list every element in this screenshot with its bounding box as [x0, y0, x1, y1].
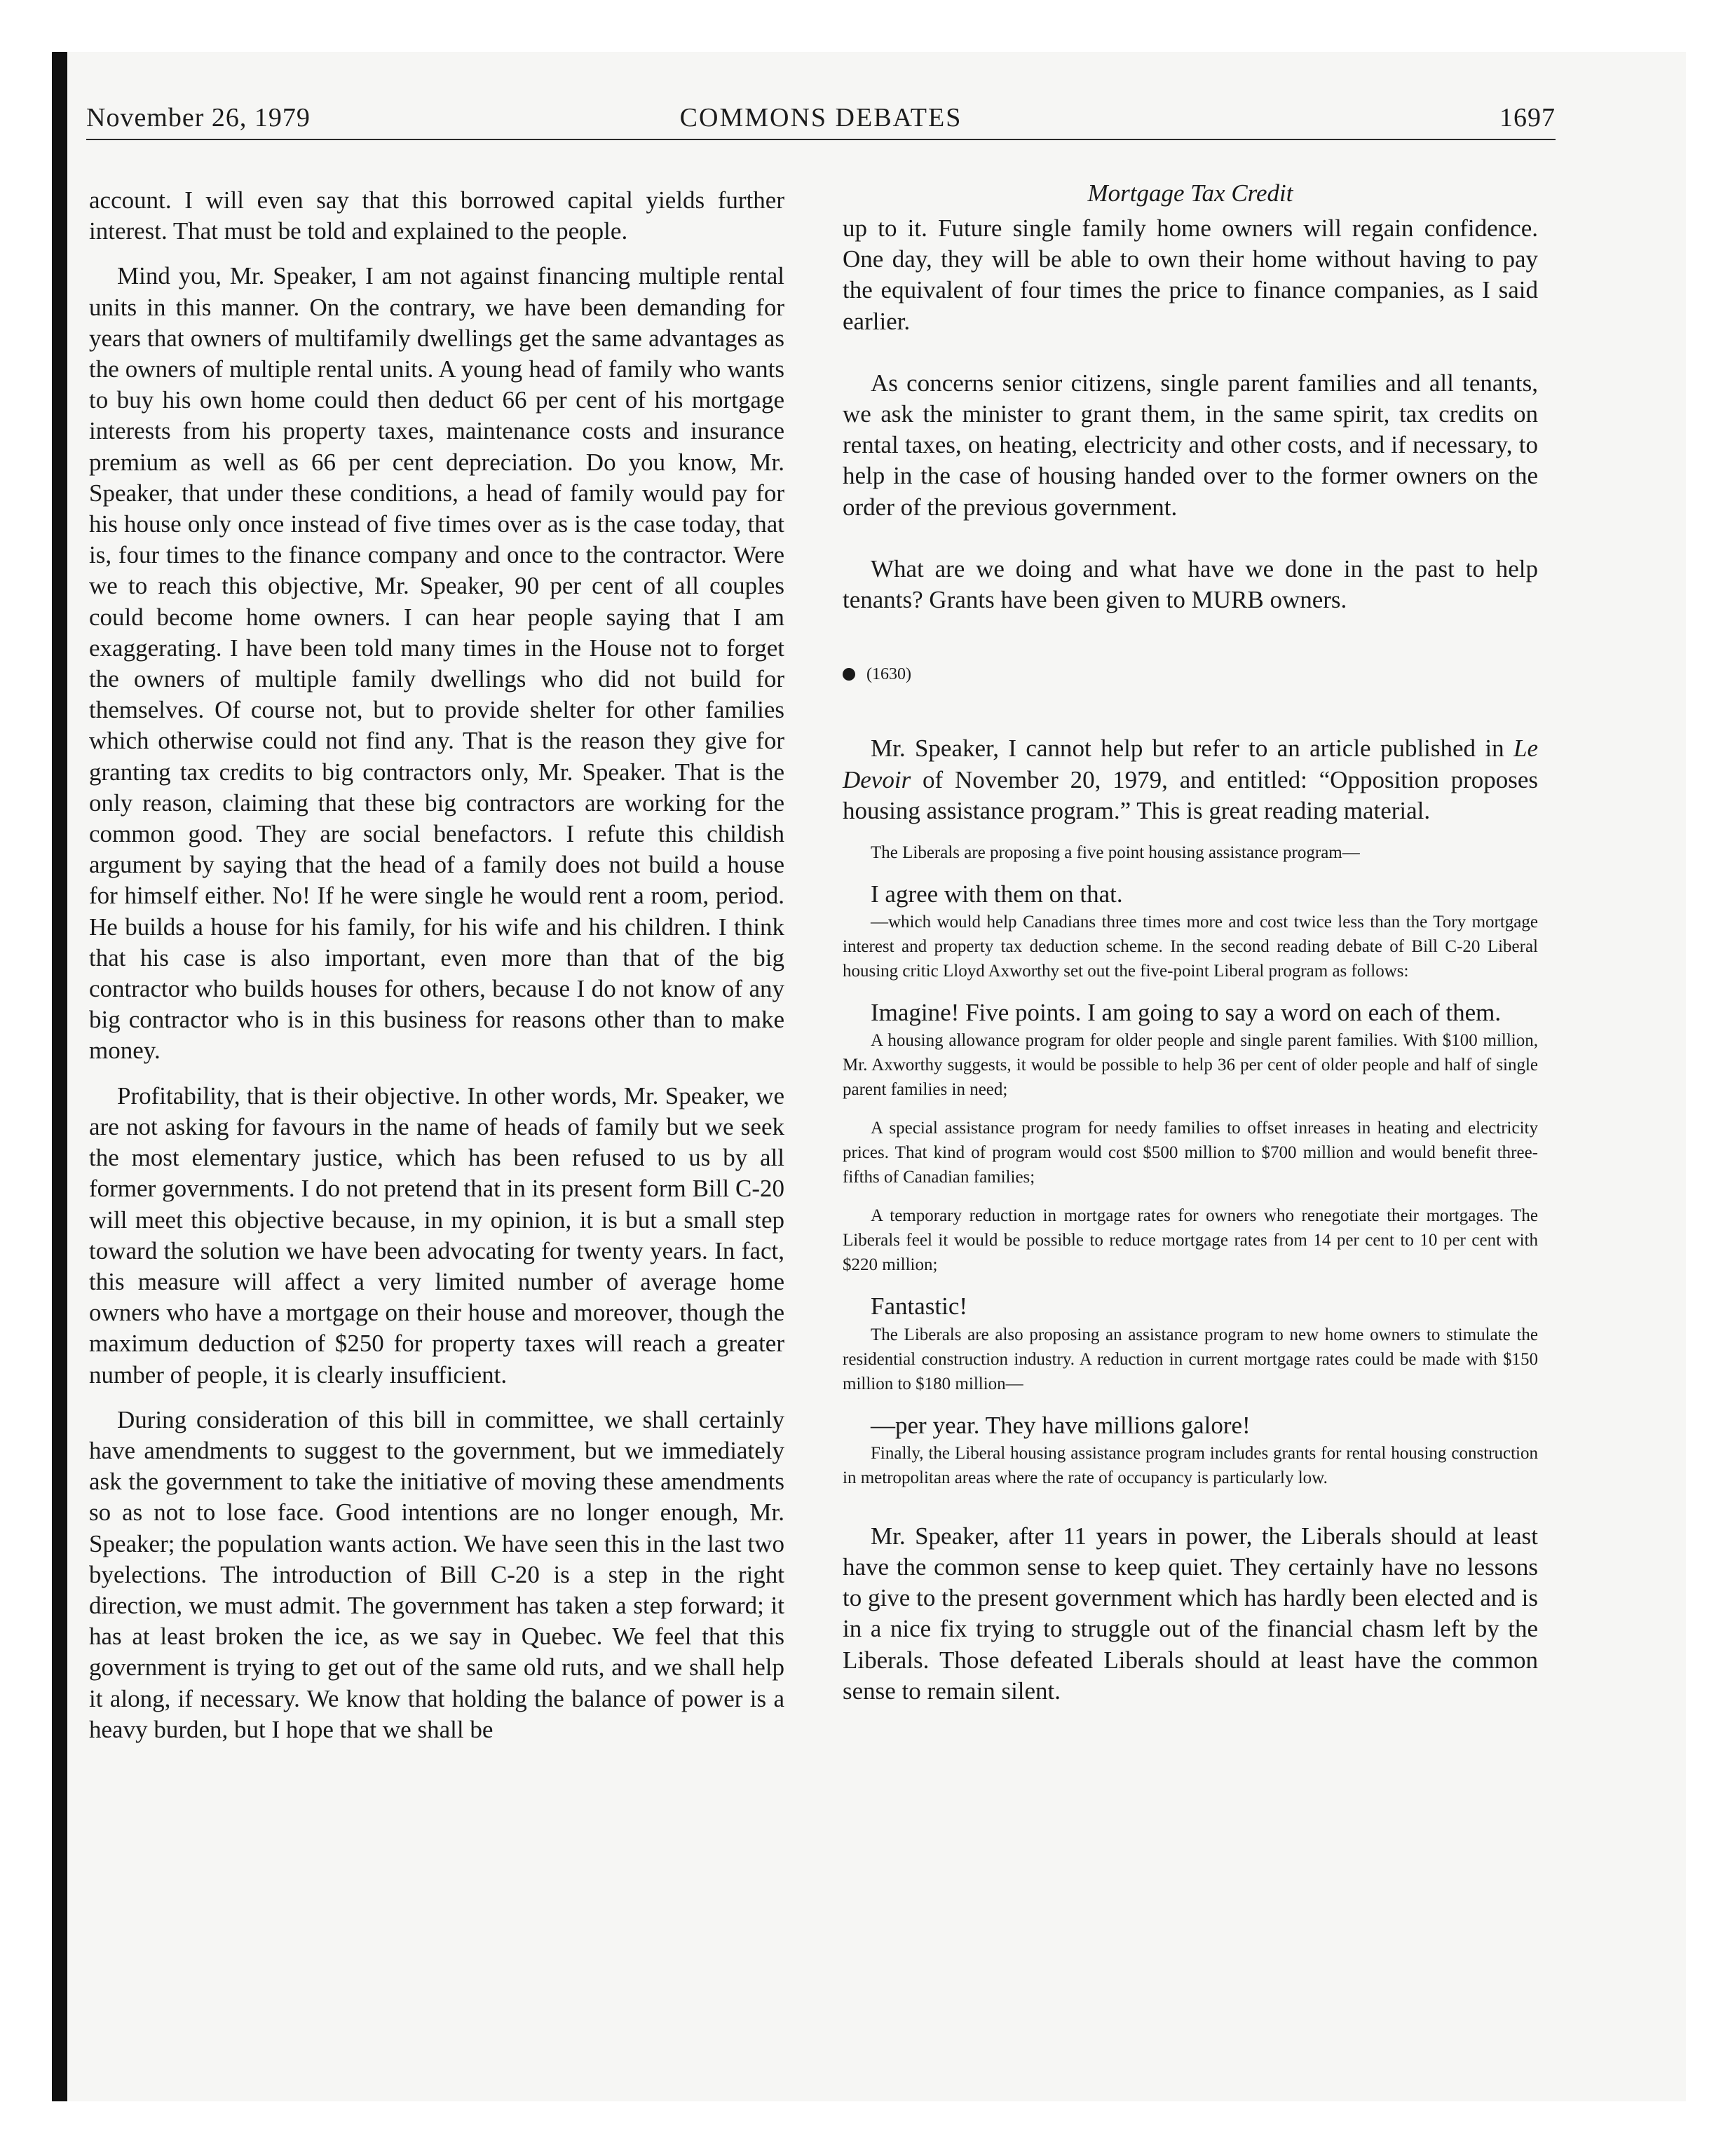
running-head: Mortgage Tax Credit: [1087, 179, 1293, 207]
paragraph: Fantastic!: [871, 1292, 968, 1321]
bullet-icon: [843, 668, 855, 681]
time-marker-label: (1630): [866, 665, 911, 684]
paragraph: up to it. Future single family home owners will regain confidence. One day, they will be able to own their home without having to pay the equivalent of four times the price to finance companies, as I said earlier.: [843, 214, 1538, 335]
header-title: COMMONS DEBATES: [679, 103, 962, 132]
paragraph: I agree with them on that.: [871, 880, 1123, 908]
paragraph: As concerns senior citizens, single parent families and all tenants, we ask the minister to grant them, in the same spirit, tax credits on rental taxes, on heating, electricity and other costs, and if necessary, to help in the case of housing handed over to the former owners on the order of the previous government.: [843, 369, 1538, 521]
paragraph: Profitability, that is their objective. In other words, Mr. Speaker, we are not asking for favours in the name of heads of family but we seek the most elementary justice, which has been refused to us by all former governments. I do not pretend that in its present form Bill C-20 will meet this objective because, in my opinion, it is but a small step toward the solution we have been advocating for twenty years. In fact, this measure will affect a very limited number of average home owners who have a mortgage on their house and moreover, though the maximum deduction of $250 for property taxes will reach a greater number of people, it is clearly insufficient.: [89, 1082, 784, 1389]
time-marker: [843, 659, 1538, 690]
paragraph: —per year. They have millions galore!: [871, 1411, 1251, 1439]
quote: A temporary reduction in mortgage rates for owners who renegotiate their mortgages. The Liberals feel it would be possible to reduce mortgage rates from 14 per cent to 10 per cent with $220 million;: [843, 1206, 1538, 1275]
quote: A housing allowance program for older people and single parent families. With $100 million, Mr. Axworthy suggests, it would be possible to help 36 per cent of older people and half of single parent families in need;: [843, 1031, 1538, 1100]
page-number: 1697: [1499, 103, 1556, 132]
left-column: [89, 185, 784, 1745]
paragraph: account. I will even say that this borrowed capital yields further interest. That must be told and explained to the people.: [89, 186, 784, 245]
right-column: [843, 213, 1538, 1707]
quote: A special assistance program for needy families to offset inreases in heating and electricity prices. That kind of program would cost $500 million to $700 million and would benefit three-fifths of Canadian families;: [843, 1119, 1538, 1187]
text-run: of November 20, 1979, and entitled: “Opposition proposes housing assistance program.” This is great reading material.: [843, 765, 1538, 824]
publication-title: Le Devoir: [843, 735, 1538, 793]
quote: —which would help Canadians three times more and cost twice less than the Tory mortgage interest and property tax deduction scheme. In the second reading debate of Bill C-20 Liberal housing critic Lloyd Axworthy set out the five-point Liberal program as follows:: [843, 913, 1538, 981]
paragraph: Mind you, Mr. Speaker, I am not against financing multiple rental units in this manner. On the contrary, we have been demanding for years that owners of multifamily dwellings get the same advantages as the owners of multiple rental units. A young head of family who wants to buy his own home could then deduct 66 per cent of his mortgage interests from his property taxes, maintenance costs and insurance premium as well as 66 per cent depreciation. Do you know, Mr. Speaker, that under these conditions, a head of family would pay for his house only once instead of five times over as is the case today, that is, four times to the finance company and once to the contractor. Were we to reach this objective, Mr. Speaker, 90 per cent of all couples could become home owners. I can hear people saying that I am exaggerating. I have been told many times in the House not to forget the owners of multiple family dwellings who did not build for themselves. Of course not, but to provide shelter for other families which otherwise could not find any. That is the reason they give for granting tax credits to big contractors only, Mr. Speaker. That is the only reason, claiming that these big contractors are working for the common good. They are social benefactors. I refute this childish argument by saying that the head of a family does not build a house for himself either. No! If he were single he would rent a room, period. He builds a house for his family, for his wife and his children. I think that his case is also important, even more than that of the big contractor who builds houses for others, because I do not know of any big contractor who is in this business for reasons other than to make money.: [89, 262, 784, 1065]
quote: The Liberals are proposing a five point housing assistance program—: [871, 843, 1360, 863]
quote: Finally, the Liberal housing assistance program includes grants for rental housing construction in metropolitan areas where the rate of occupancy is particularly low.: [843, 1443, 1538, 1487]
header-date: November 26, 1979: [86, 103, 311, 132]
paragraph: What are we doing and what have we done in the past to help tenants? Grants have been given to MURB owners.: [843, 554, 1538, 614]
scan-edge: [52, 52, 67, 2101]
paragraph: Mr. Speaker, after 11 years in power, the Liberals should at least have the common sense to keep quiet. They certainly have no lessons to give to the present government which has hardly been elected and is in a nice fix trying to struggle out of the financial chasm left by the Liberals. Those defeated Liberals should at least have the common sense to remain silent.: [843, 1522, 1538, 1705]
header-rule: [86, 139, 1556, 140]
text-run: Mr. Speaker, I cannot help but refer to an article published in: [871, 735, 1513, 763]
page-header: [86, 102, 1556, 135]
paragraph: [843, 733, 1538, 826]
paragraph: Imagine! Five points. I am going to say a word on each of them.: [871, 999, 1502, 1027]
paragraph: During consideration of this bill in committee, we shall certainly have amendments to suggest to the government, but we immediately ask the government to take the initiative of moving these amendments so as not to lose face. Good intentions are no longer enough, Mr. Speaker; the population wants action. We have seen this in the last two byelections. The introduction of Bill C-20 is a step in the right direction, we must admit. The government has taken a step forward; it has at least broken the ice, as we say in Quebec. We feel that this government is trying to get out of the same old ruts, and we shall help it along, if necessary. We know that holding the balance of power is a heavy burden, but I hope that we shall be: [89, 1405, 784, 1743]
quote: The Liberals are also proposing an assistance program to new home owners to stimulate the residential construction industry. A reduction in current mortgage rates could be made with $150 million to $180 million—: [843, 1325, 1538, 1393]
